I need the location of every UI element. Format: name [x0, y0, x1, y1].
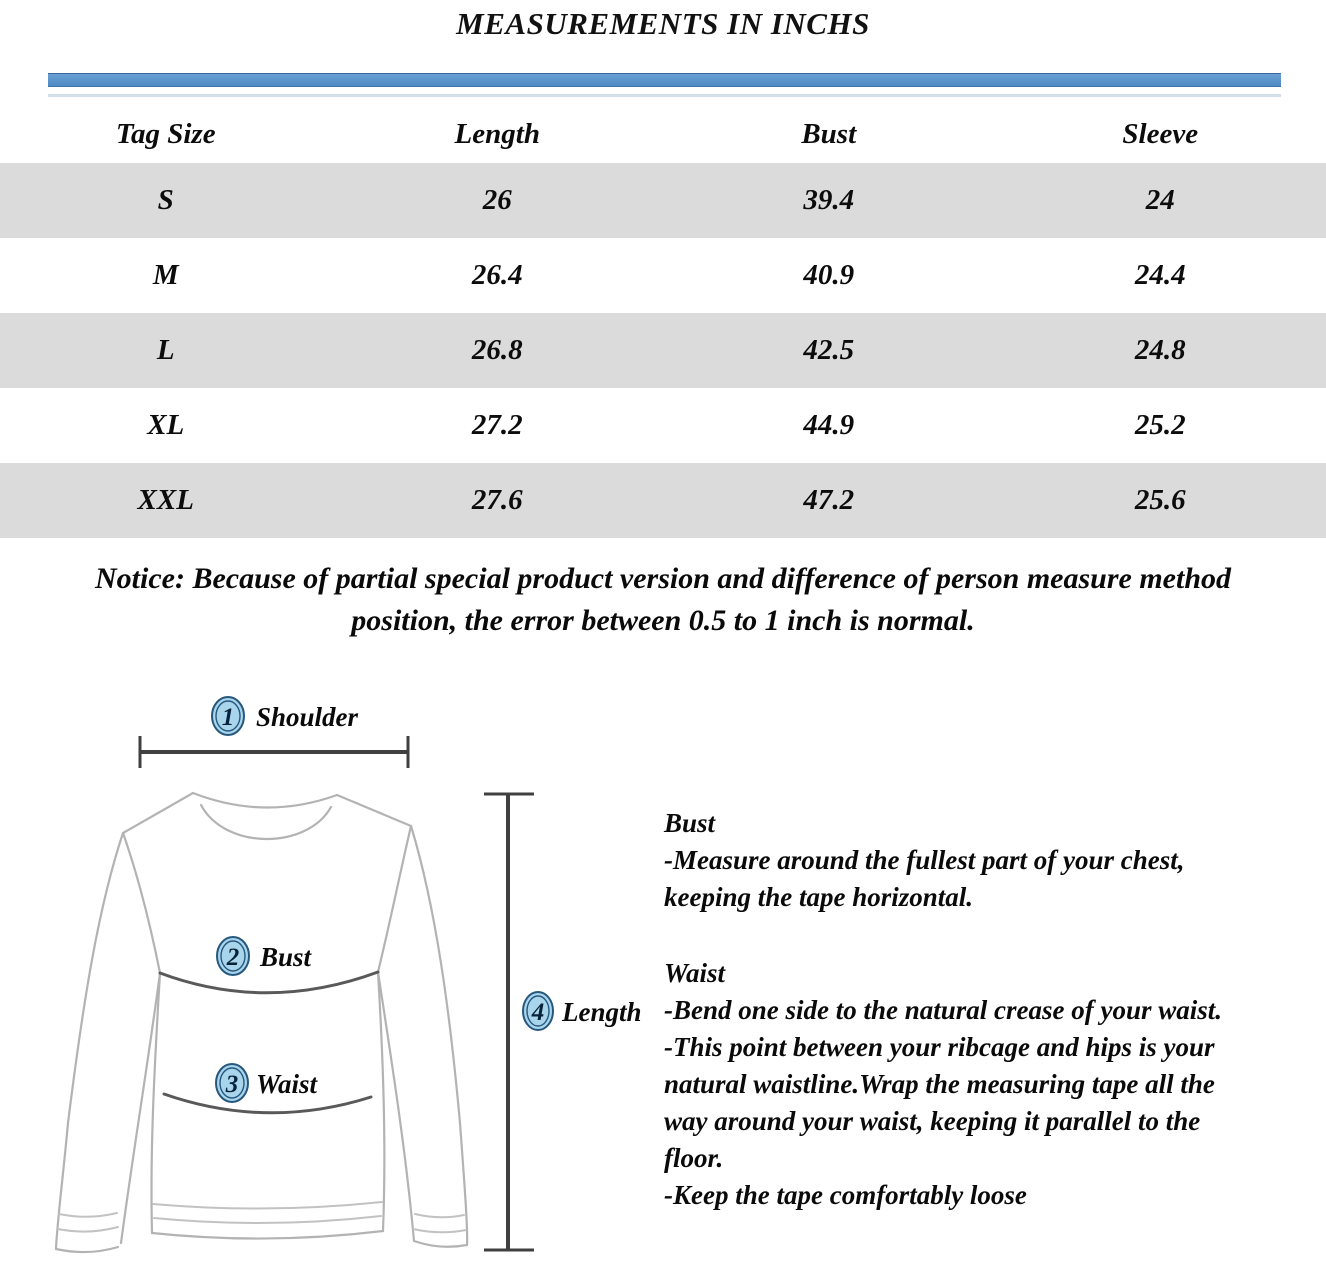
cell-tag-size: M [152, 259, 179, 291]
instruction-line: way around your waist, keeping it parallel to the [664, 1106, 1201, 1136]
cell-sleeve: 24.8 [1134, 334, 1186, 366]
cell-length: 26.8 [471, 334, 523, 366]
cell-sleeve: 25.2 [1134, 409, 1186, 441]
measuring-instructions [664, 805, 1319, 1253]
cell-sleeve: 25.6 [1134, 484, 1186, 516]
cell-length: 27.6 [471, 484, 523, 516]
instruction-line: -Bend one side to the natural crease of your waist. [664, 995, 1223, 1025]
notice-line-2: position, the error between 0.5 to 1 inch is normal. [351, 604, 975, 637]
marker-number: 2 [226, 944, 240, 971]
circled-1-icon [212, 697, 244, 735]
cell-length: 26 [482, 184, 512, 216]
cell-bust: 44.9 [803, 409, 855, 441]
bust-curve [160, 972, 378, 993]
instruction-line: -Measure around the fullest part of your chest, [664, 845, 1185, 875]
hem-cuff-lines [58, 1202, 466, 1232]
shirt-measurement-diagram [0, 683, 660, 1263]
accent-divider-bar [48, 73, 1281, 87]
bust-label: Bust [260, 942, 312, 972]
table-row-l [0, 313, 1326, 388]
table-row-m [0, 238, 1326, 313]
cell-bust: 42.5 [803, 334, 855, 366]
cell-bust: 47.2 [803, 484, 855, 516]
cell-tag-size: XXL [137, 484, 194, 516]
circled-4-icon [523, 992, 553, 1030]
cell-sleeve: 24 [1145, 184, 1175, 216]
table-row-xxl [0, 463, 1326, 538]
bust-instructions [664, 805, 1319, 916]
marker-number: 4 [531, 999, 545, 1026]
column-header-tag-size: Tag Size [115, 117, 216, 150]
cell-tag-size: XL [147, 409, 185, 441]
notice-text [0, 558, 1326, 642]
column-header-bust: Bust [801, 117, 857, 150]
marker-number: 3 [225, 1071, 239, 1098]
cell-tag-size: L [156, 334, 175, 366]
cell-length: 27.2 [471, 409, 523, 441]
circled-3-icon [216, 1064, 248, 1102]
cell-bust: 39.4 [803, 184, 855, 216]
size-table [0, 163, 1326, 538]
cell-sleeve: 24.4 [1134, 259, 1186, 291]
page-title: MEASUREMENTS IN INCHS [456, 6, 870, 41]
length-label: Length [562, 997, 642, 1027]
accent-divider-thin-line [48, 94, 1281, 97]
instruction-line: floor. [664, 1143, 724, 1173]
instruction-line: -This point between your ribcage and hips is your [664, 1032, 1215, 1062]
column-header-sleeve: Sleeve [1122, 117, 1199, 150]
cell-tag-size: S [157, 184, 174, 216]
marker-number: 1 [221, 704, 235, 731]
waist-instructions-heading: Waist [664, 958, 726, 988]
shoulder-measure-line [140, 736, 408, 768]
bust-instructions-heading: Bust [664, 808, 716, 838]
circled-2-icon [217, 937, 249, 975]
waist-instructions [664, 955, 1319, 1214]
shirt-outline [56, 793, 467, 1252]
instruction-line: -Keep the tape comfortably loose [664, 1180, 1027, 1210]
instruction-line: keeping the tape horizontal. [664, 882, 974, 912]
notice-line-1: Notice: Because of partial special product version and difference of person measure method [94, 562, 1231, 595]
shoulder-label: Shoulder [256, 702, 359, 732]
table-row-xl [0, 388, 1326, 463]
cell-length: 26.4 [471, 259, 523, 291]
size-table-header-row [0, 105, 1326, 163]
column-header-length: Length [454, 117, 540, 150]
instruction-line: natural waistline.Wrap the measuring tape all the [664, 1069, 1215, 1099]
waist-label: Waist [256, 1069, 318, 1099]
cell-bust: 40.9 [803, 259, 855, 291]
table-row-s [0, 163, 1326, 238]
